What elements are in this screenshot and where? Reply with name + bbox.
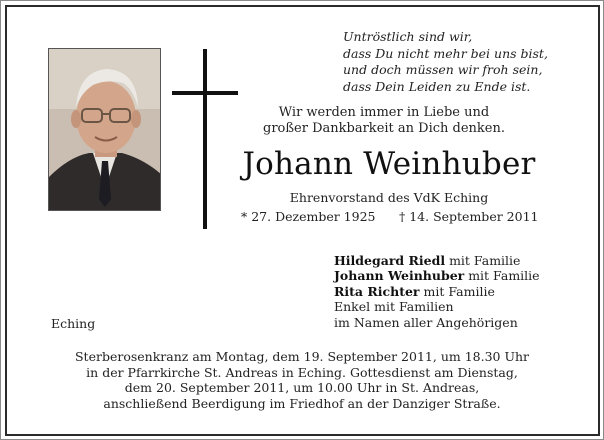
deceased-name: Johann Weinhuber bbox=[242, 146, 536, 182]
mourner-suffix: mit Familie bbox=[445, 253, 521, 268]
mourner-name: Hildegard Riedl bbox=[334, 253, 446, 268]
poem bbox=[343, 29, 583, 95]
poem-line: und doch müssen wir froh sein, bbox=[343, 62, 543, 77]
deceased-role: Ehrenvorstand des VdK Eching bbox=[289, 190, 489, 205]
mourner-entry bbox=[334, 284, 584, 299]
portrait-illustration bbox=[49, 49, 161, 211]
portrait-photo bbox=[48, 48, 161, 211]
service-line: in der Pfarrkirche St. Andreas in Eching. Gottesdienst am Dienstag, bbox=[86, 364, 518, 380]
mourner-suffix: mit Familie bbox=[464, 268, 540, 284]
mourner-entry bbox=[334, 253, 584, 268]
mourner-entry bbox=[334, 315, 584, 330]
mourner-suffix: mit Familie bbox=[419, 283, 495, 299]
place-name: Eching bbox=[51, 316, 96, 331]
birth-date: * 27. Dezember 1925 bbox=[241, 209, 376, 224]
memory-line: Wir werden immer in Liebe und bbox=[278, 105, 490, 120]
mourners-list bbox=[334, 253, 584, 330]
mourner-name: Johann Weinhuber bbox=[334, 268, 465, 284]
service-line: Sterberosenkranz am Montag, dem 19. September 2011, um 18.30 Uhr bbox=[74, 349, 530, 364]
mourner-suffix: im Namen aller Angehörigen bbox=[334, 314, 518, 330]
poem-line: Untröstlich sind wir, bbox=[343, 29, 473, 44]
service-line: anschließend Beerdigung im Friedhof an der Danziger Straße. bbox=[103, 395, 501, 411]
service-details bbox=[41, 349, 563, 411]
mourner-suffix: Enkel mit Familien bbox=[334, 299, 454, 315]
latin-cross-icon bbox=[172, 49, 238, 229]
memory-line: großer Dankbarkeit an Dich denken. bbox=[263, 121, 505, 136]
memory-text bbox=[239, 105, 529, 137]
mourner-entry bbox=[334, 299, 584, 314]
mourner-name: Rita Richter bbox=[334, 283, 420, 299]
mourner-entry bbox=[334, 268, 584, 283]
poem-line: dass Dein Leiden zu Ende ist. bbox=[343, 78, 531, 94]
service-line: dem 20. September 2011, um 10.00 Uhr in St. Andreas, bbox=[124, 380, 480, 396]
poem-line: dass Du nicht mehr bei uns bist, bbox=[343, 45, 548, 61]
death-date: † 14. September 2011 bbox=[399, 209, 539, 224]
